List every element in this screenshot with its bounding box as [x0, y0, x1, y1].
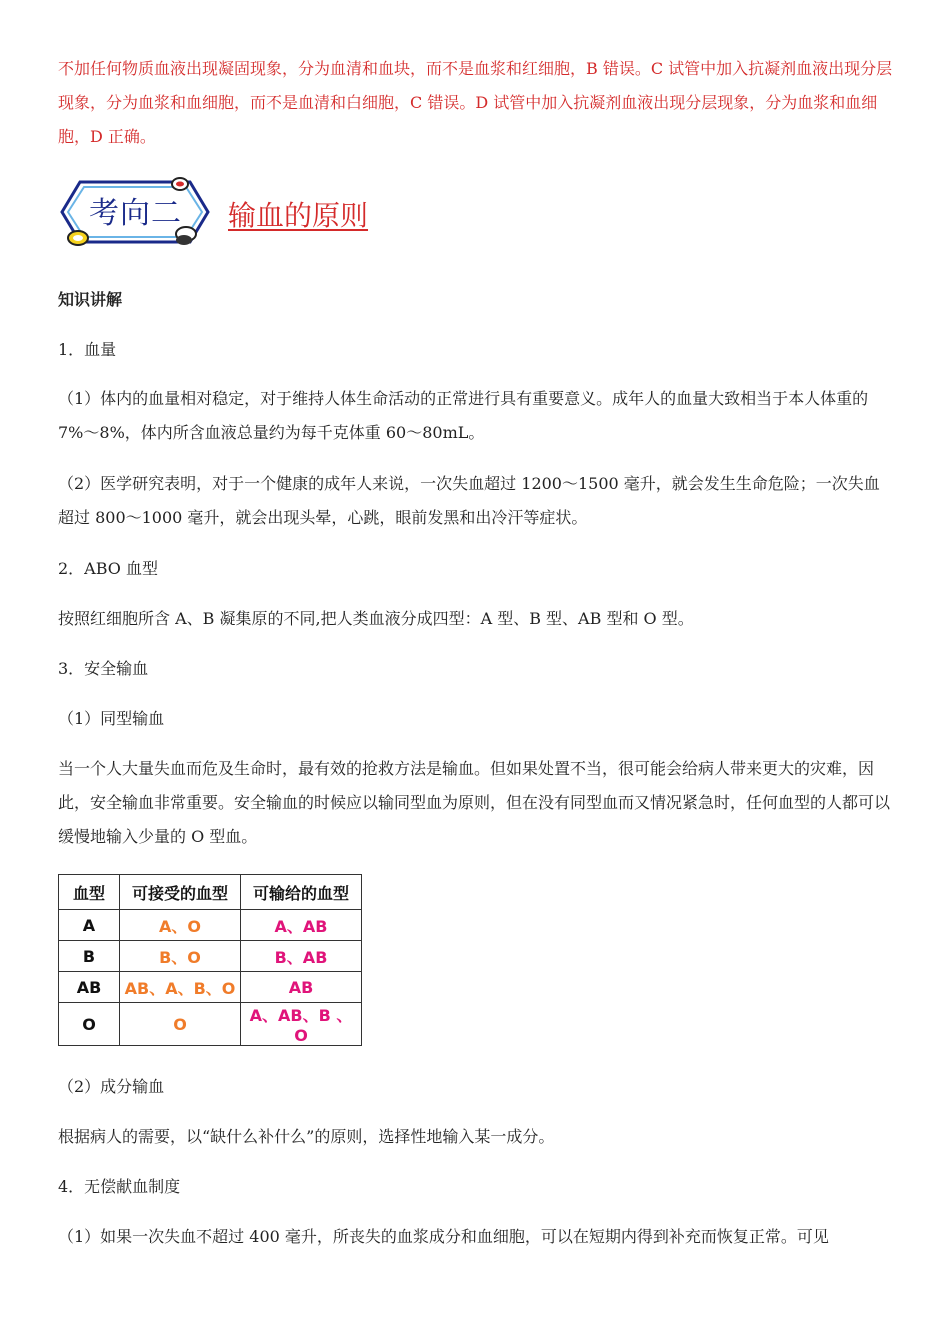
- subheading-same-type: （1）同型输血: [58, 709, 165, 728]
- heading-blood-volume: 1．血量: [58, 340, 117, 359]
- table-cell-accept: AB、A、B、O: [120, 972, 241, 1003]
- blood-type-table: [58, 874, 362, 1046]
- heading-donation: 4．无偿献血制度: [58, 1177, 181, 1196]
- paragraph-abo: 按照红细胞所含 A、B 凝集原的不同,把人类血液分成四型：A 型、B 型、AB 型和 O 型。: [58, 609, 694, 628]
- subheading-component: （2）成分输血: [58, 1077, 165, 1096]
- knowledge-heading: 知识讲解: [58, 290, 123, 309]
- table-header-cell: 血型: [59, 875, 120, 910]
- table-header-cell: 可输给的血型: [241, 875, 362, 910]
- heading-abo: 2．ABO 血型: [58, 559, 158, 578]
- table-cell-type: B: [59, 941, 120, 972]
- paragraph-blood-volume-2: （2）医学研究表明，对于一个健康的成年人来说，一次失血超过 1200～1500 毫升，就会发生生命危险；一次失血超过 800～1000 毫升，就会出现头晕，心跳，眼前发黑和出冷汗等症状。: [58, 474, 880, 527]
- table-cell-accept: A、O: [120, 910, 241, 941]
- table-row: [59, 1003, 362, 1046]
- table-cell-give: B、AB: [241, 941, 362, 972]
- answer-explanation: 不加任何物质血液出现凝固现象，分为血清和血块，而不是血浆和红细胞，B 错误。C 试管中加入抗凝剂血液出现分层现象，分为血浆和血细胞，而不是血清和白细胞，C 错误。D 试管中加入抗凝剂血液出现分层现象，分为血浆和血细胞，D 正确。: [58, 59, 893, 146]
- table-row: [59, 910, 362, 941]
- table-cell-give: A、AB、B 、O: [241, 1003, 362, 1046]
- table-row: [59, 941, 362, 972]
- paragraph-donation: （1）如果一次失血不超过 400 毫升，所丧失的血浆成分和血细胞，可以在短期内得到补充而恢复正常。可见: [58, 1227, 829, 1246]
- section-title: 输血的原则: [228, 199, 369, 232]
- table-cell-type: O: [59, 1003, 120, 1046]
- table-cell-give: A、AB: [241, 910, 362, 941]
- section-badge: [58, 172, 213, 252]
- table-cell-give: AB: [241, 972, 362, 1003]
- table-row: [59, 972, 362, 1003]
- paragraph-component: 根据病人的需要，以“缺什么补什么”的原则，选择性地输入某一成分。: [58, 1127, 555, 1146]
- table-cell-type: AB: [59, 972, 120, 1003]
- badge-label: 考向二: [89, 196, 182, 231]
- table-cell-accept: O: [120, 1003, 241, 1046]
- table-header-row: [59, 875, 362, 910]
- table-header-cell: 可接受的血型: [120, 875, 241, 910]
- paragraph-same-type: 当一个人大量失血而危及生命时，最有效的抢救方法是输血。但如果处置不当，很可能会给病人带来更大的灾难，因此，安全输血非常重要。安全输血的时候应以输同型血为原则，但在没有同型血而又情况紧急时，任何血型的人都可以缓慢地输入少量的 O 型血。: [58, 759, 891, 846]
- section-header: [58, 172, 894, 252]
- paragraph-blood-volume-1: （1）体内的血量相对稳定，对于维持人体生命活动的正常进行具有重要意义。成年人的血量大致相当于本人体重的 7%～8%，体内所含血液总量约为每千克体重 60～80mL。: [58, 389, 869, 442]
- heading-safe-transfusion: 3．安全输血: [58, 659, 149, 678]
- table-cell-accept: B、O: [120, 941, 241, 972]
- table-cell-type: A: [59, 910, 120, 941]
